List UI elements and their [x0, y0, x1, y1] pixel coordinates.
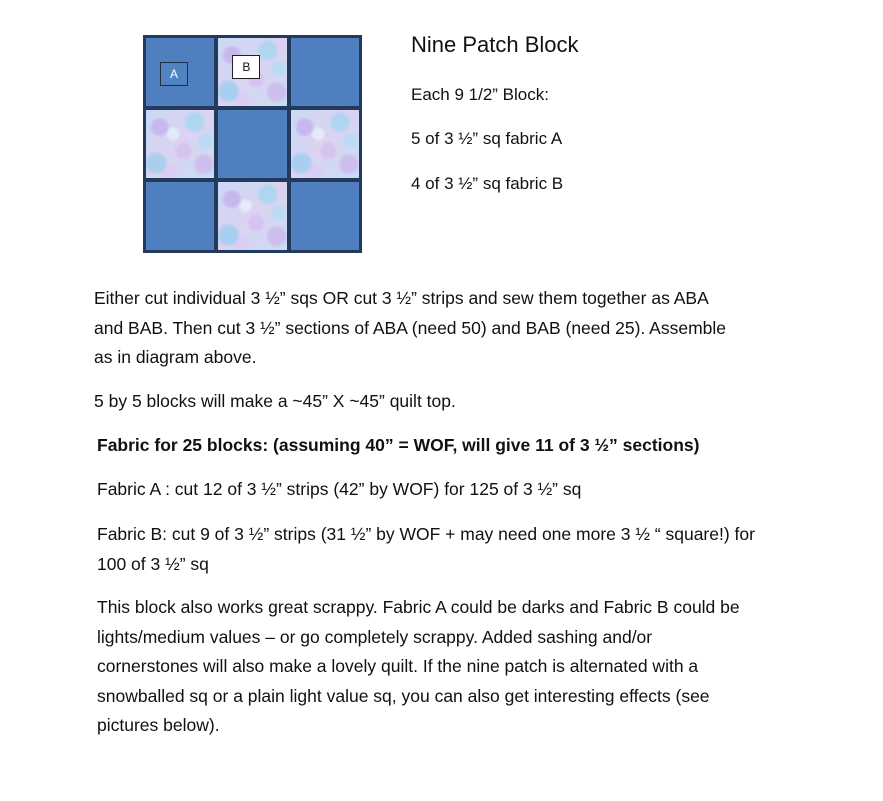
cutting-instructions-paragraph: Either cut individual 3 ½” sqs OR cut 3 ½” strips and sew them together as ABA and BAB. Then cut 3 ½” sections of ABA (need 50) and BAB (need 25). Assemble as in diagram above.: [94, 288, 727, 367]
patch-square-a: [144, 36, 216, 108]
fabric-a-cutting-paragraph: Fabric A : cut 12 of 3 ½” strips (42” by WOF) for 125 of 3 ½” sq: [97, 479, 582, 499]
fabric-b-cutting-paragraph: Fabric B: cut 9 of 3 ½” strips (31 ½” by WOF + may need one more 3 ½ “ square!) for 100 of 3 ½” sq: [97, 524, 755, 574]
fabric-a-label: A: [160, 62, 188, 86]
patch-square-b: [216, 36, 288, 108]
patch-square-a: [289, 36, 361, 108]
patch-square-a: [216, 108, 288, 180]
patch-square-b: [289, 108, 361, 180]
patch-square-b: [216, 180, 288, 252]
fabric-a-count-line: 5 of 3 ½” sq fabric A: [411, 129, 563, 148]
nine-patch-diagram: [143, 35, 362, 253]
scrappy-variations-paragraph: This block also works great scrappy. Fabric A could be darks and Fabric B could be lights/medium values – or go completely scrappy. Added sashing and/or cornerstones will also make a lovely quilt. If the nine patch is alternated with a snowballed sq or a plain light value sq, you can also get interesting effects (see pictures below).: [97, 597, 740, 735]
fabric-requirements-heading: Fabric for 25 blocks: (assuming 40” = WOF, will give 11 of 3 ½” sections): [97, 435, 700, 455]
fabric-b-count-line: 4 of 3 ½” sq fabric B: [411, 174, 564, 193]
block-size-line: Each 9 1/2” Block:: [411, 85, 549, 104]
quilt-size-paragraph: 5 by 5 blocks will make a ~45” X ~45” quilt top.: [94, 391, 456, 411]
patch-square-a: [289, 180, 361, 252]
patch-square-b: [144, 108, 216, 180]
page-title: Nine Patch Block: [411, 32, 579, 57]
patch-square-a: [144, 180, 216, 252]
fabric-b-label: B: [232, 55, 260, 79]
